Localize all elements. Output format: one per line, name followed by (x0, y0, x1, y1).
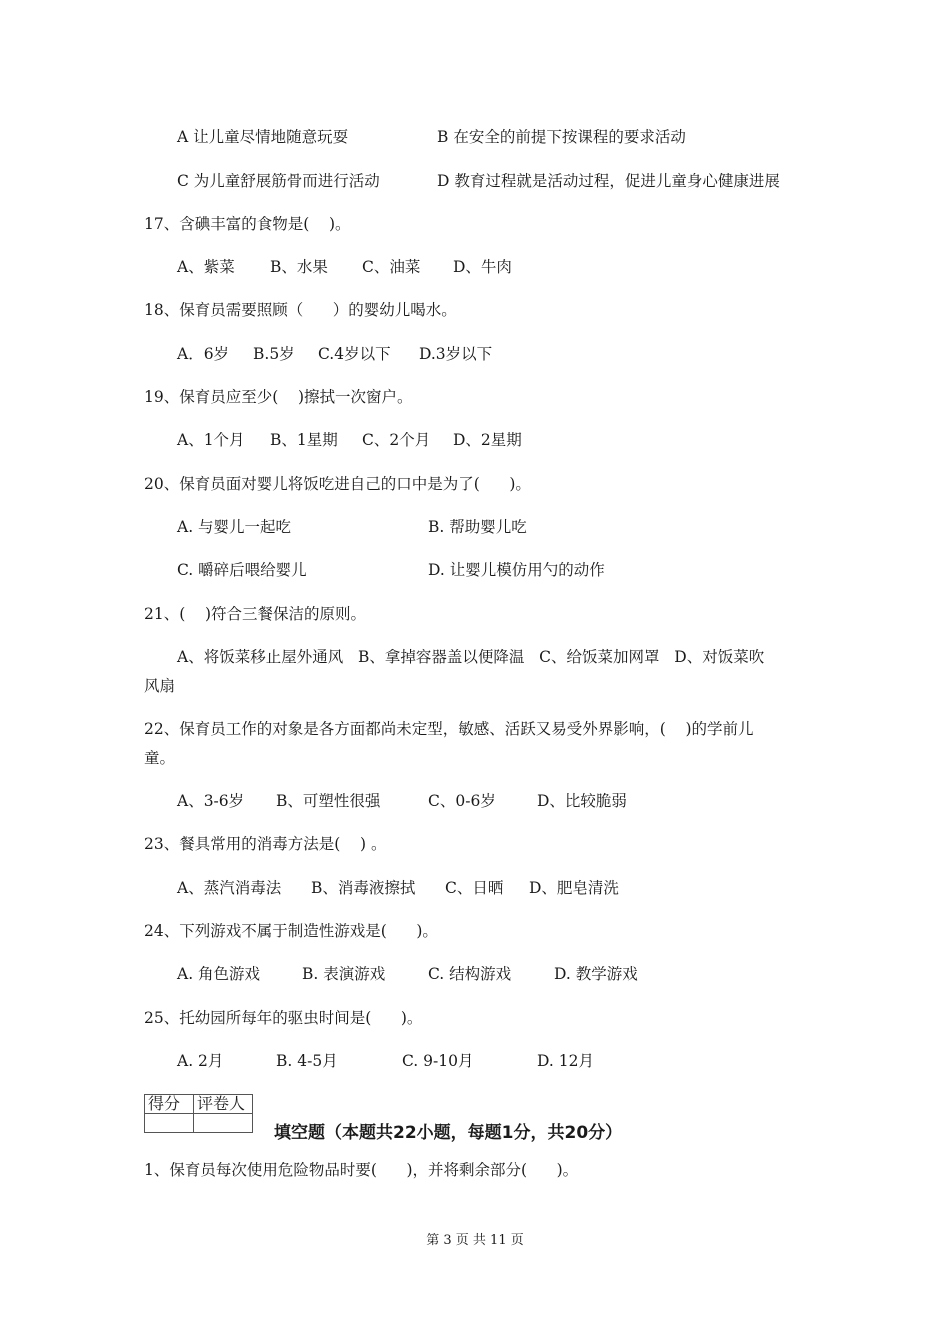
question-19: 19、保育员应至少( )擦拭一次窗户。 (144, 388, 413, 406)
score-table (144, 1094, 253, 1133)
question-18: 18、保育员需要照顾（ ）的婴幼儿喝水。 (144, 301, 457, 319)
section-title: 填空题（本题共22小题，每题1分，共20分） (274, 1123, 623, 1143)
score-cell (145, 1114, 194, 1133)
q17-option-a: A、紫菜 (177, 258, 235, 276)
q25-option-a: A. 2月 (177, 1052, 224, 1070)
q20-option-d: D. 让婴儿模仿用勺的动作 (428, 561, 605, 579)
q21-options: A、将饭菜移止屋外通风 B、拿掉容器盖以便降温 C、给饭菜加网罩 D、对饭菜吹 (177, 648, 765, 666)
q16-option-c: C 为儿童舒展筋骨而进行活动 (177, 172, 380, 190)
q19-option-a: A、1个月 (177, 431, 245, 449)
q24-option-a: A. 角色游戏 (177, 965, 261, 983)
q22-option-c: C、0-6岁 (428, 792, 496, 810)
q22-option-b: B、可塑性很强 (276, 792, 381, 810)
q22-option-d: D、比较脆弱 (537, 792, 627, 810)
question-25: 25、托幼园所每年的驱虫时间是( )。 (144, 1009, 423, 1027)
q23-option-d: D、肥皂清洗 (529, 879, 619, 897)
q25-option-d: D. 12月 (537, 1052, 594, 1070)
q16-option-b: B 在安全的前提下按课程的要求活动 (437, 128, 686, 146)
q24-option-b: B. 表演游戏 (302, 965, 386, 983)
q16-option-d: D 教育过程就是活动过程，促进儿童身心健康进展 (437, 172, 780, 190)
q16-option-a: A 让儿童尽情地随意玩耍 (177, 128, 349, 146)
q25-option-c: C. 9-10月 (402, 1052, 474, 1070)
grader-cell (194, 1114, 253, 1133)
question-21: 21、( )符合三餐保洁的原则。 (144, 605, 367, 623)
question-24: 24、下列游戏不属于制造性游戏是( )。 (144, 922, 438, 940)
grader-header: 评卷人 (194, 1095, 253, 1114)
q17-option-c: C、油菜 (362, 258, 421, 276)
q22-option-a: A、3-6岁 (177, 792, 245, 810)
q18-option-b: B.5岁 (253, 345, 295, 363)
page-footer: 第 3 页 共 11 页 (426, 1233, 524, 1248)
q17-option-d: D、牛肉 (453, 258, 512, 276)
q19-option-b: B、1星期 (270, 431, 338, 449)
q23-option-b: B、消毒液擦拭 (311, 879, 416, 897)
q24-option-c: C. 结构游戏 (428, 965, 512, 983)
fill-question-1: 1、保育员每次使用危险物品时要( )，并将剩余部分( )。 (144, 1161, 579, 1179)
q24-option-d: D. 教学游戏 (554, 965, 638, 983)
q23-option-a: A、蒸汽消毒法 (177, 879, 282, 897)
q19-option-d: D、2星期 (453, 431, 522, 449)
question-23: 23、餐具常用的消毒方法是( ) 。 (144, 835, 387, 853)
q25-option-b: B. 4-5月 (276, 1052, 338, 1070)
question-17: 17、含碘丰富的食物是( )。 (144, 215, 351, 233)
q18-option-c: C.4岁以下 (318, 345, 391, 363)
q23-option-c: C、日晒 (445, 879, 504, 897)
q21-options-continued: 风扇 (144, 677, 176, 695)
q18-option-d: D.3岁以下 (419, 345, 493, 363)
question-20: 20、保育员面对婴儿将饭吃进自己的口中是为了( )。 (144, 475, 531, 493)
q19-option-c: C、2个月 (362, 431, 431, 449)
score-header: 得分 (145, 1095, 194, 1114)
question-22-continued: 童。 (144, 749, 176, 767)
question-22: 22、保育员工作的对象是各方面都尚未定型，敏感、活跃又易受外界影响，( )的学前儿 (144, 720, 754, 738)
q20-option-c: C. 嚼碎后喂给婴儿 (177, 561, 307, 579)
q17-option-b: B、水果 (270, 258, 328, 276)
q20-option-b: B. 帮助婴儿吃 (428, 518, 527, 536)
q20-option-a: A. 与婴儿一起吃 (177, 518, 292, 536)
q18-option-a: A．6岁 (177, 345, 230, 363)
